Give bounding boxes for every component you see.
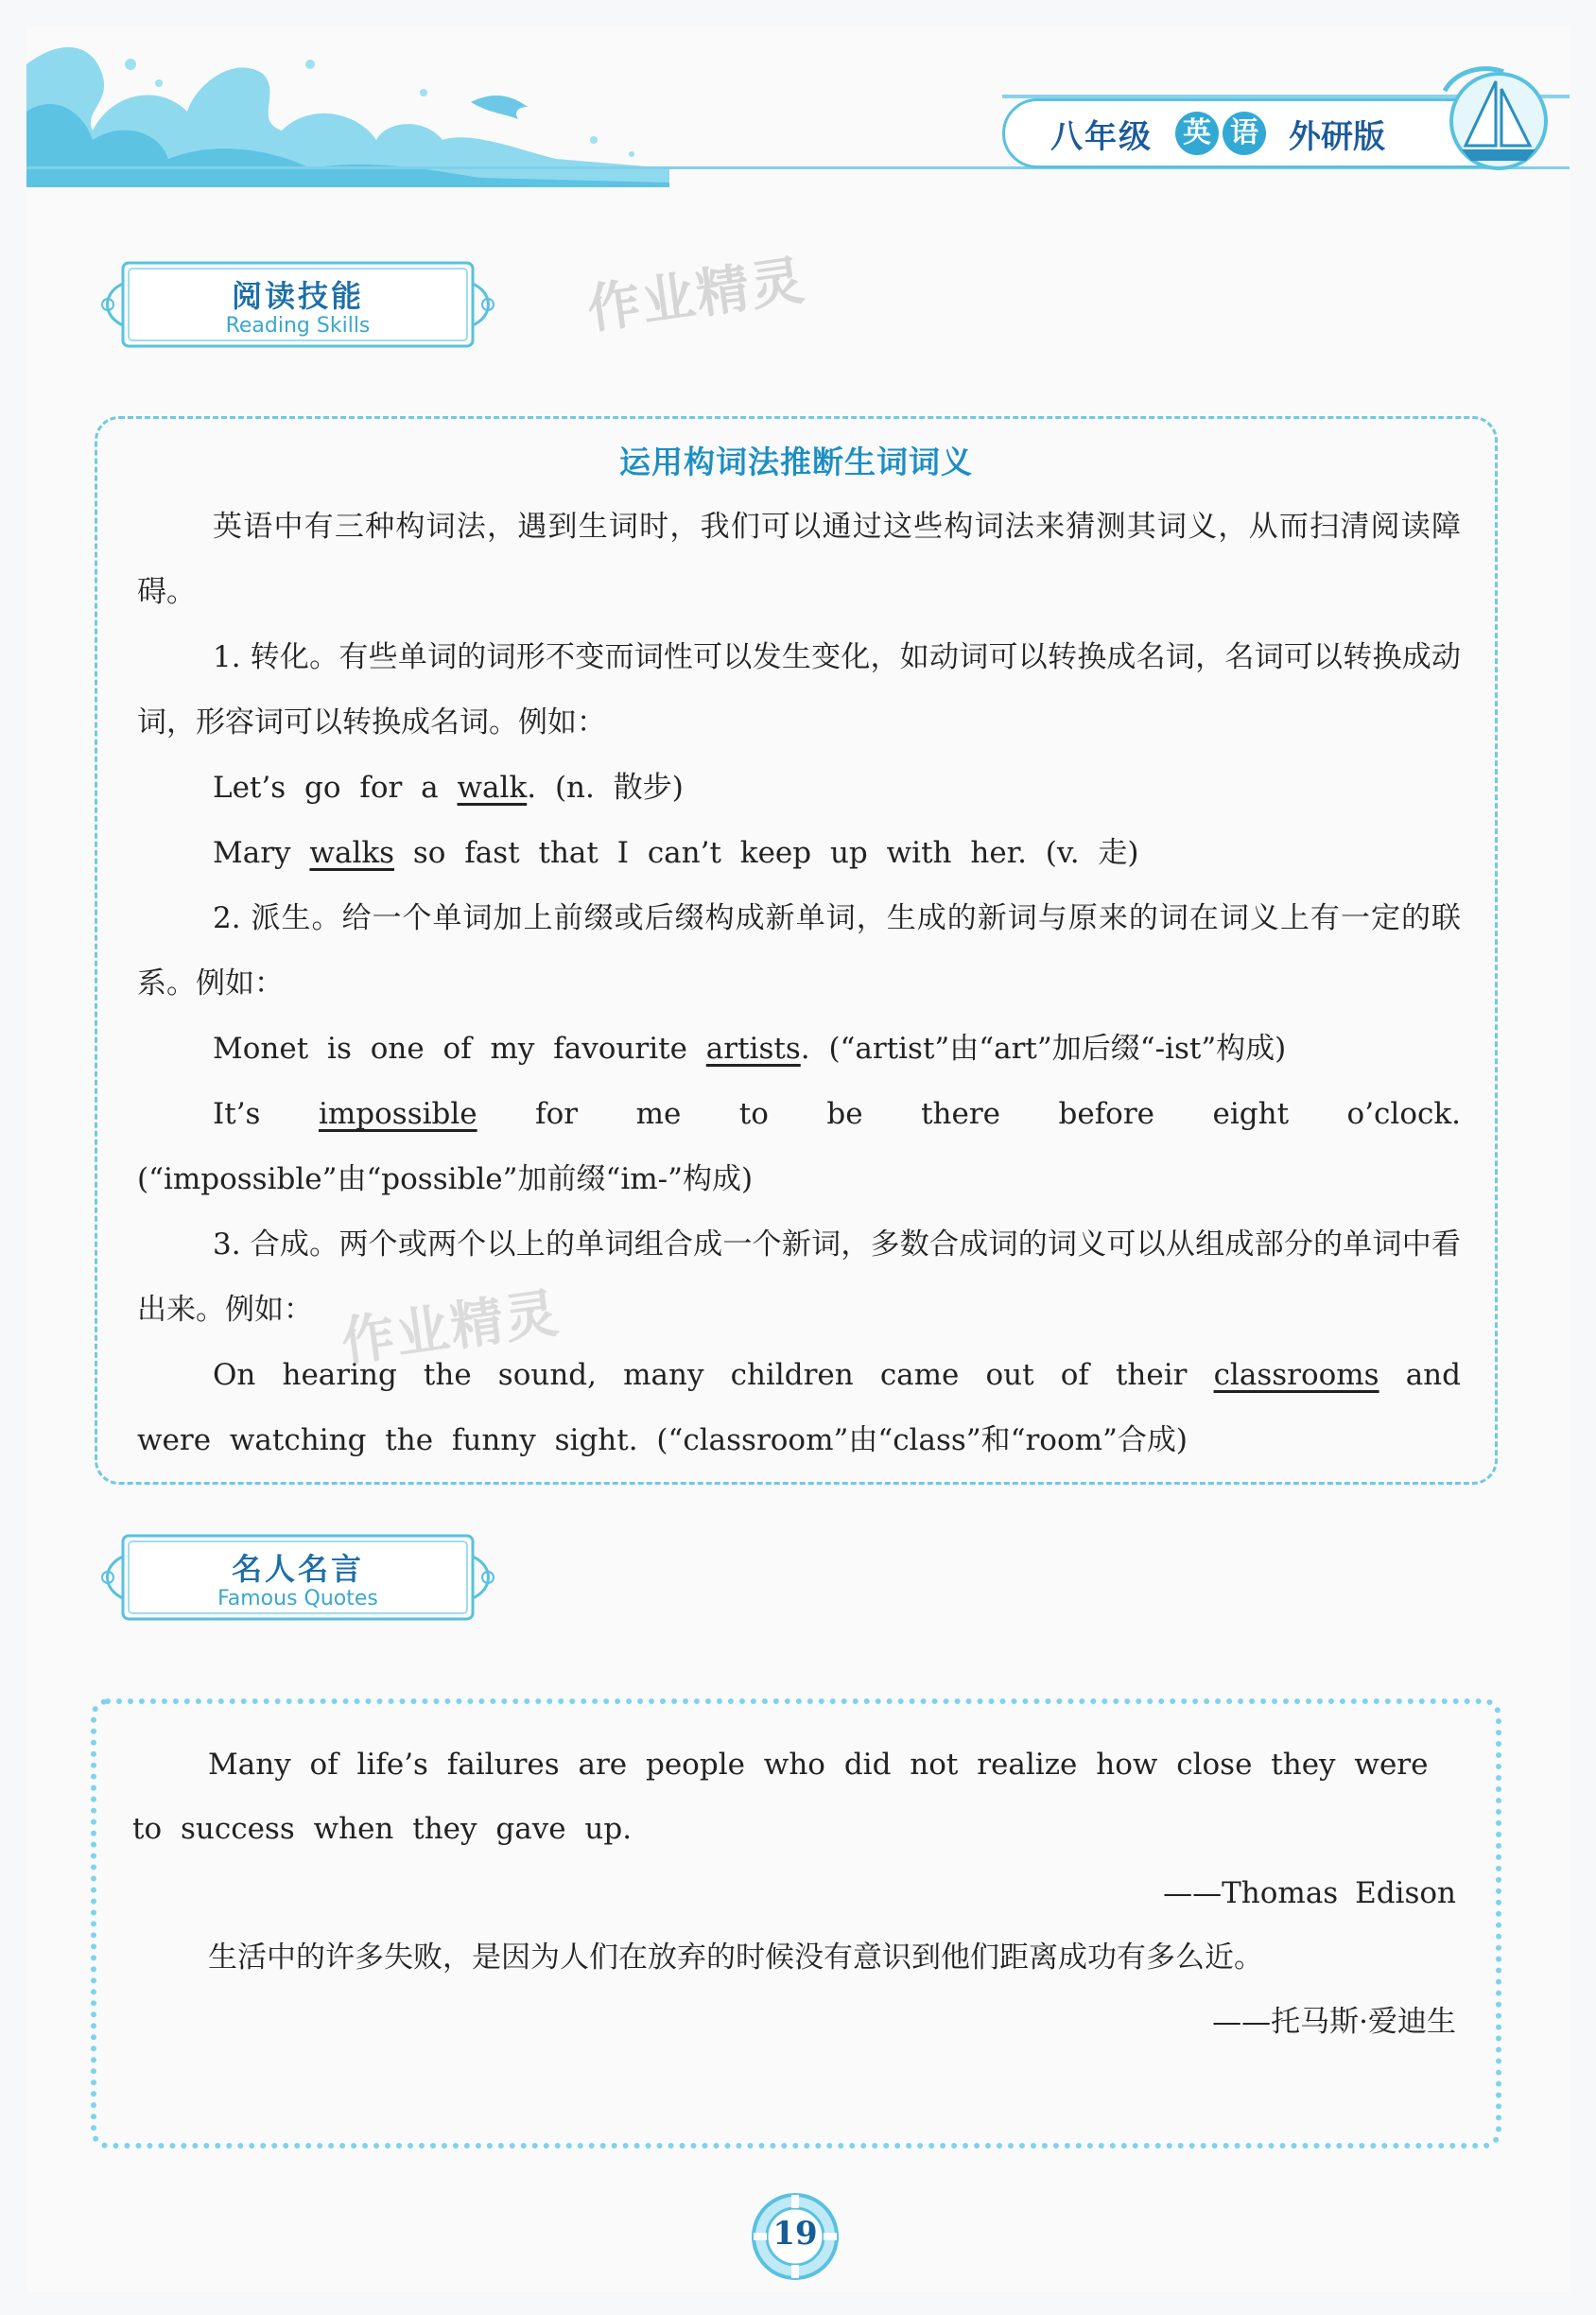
item-derivation: 2. 派生。给一个单词加上前缀或后缀构成新单词，生成的新词与原来的词在词义上有一定的联系。例如： xyxy=(137,901,1461,1001)
example-text: . (“artist”由“art”加后缀“-ist”构成) xyxy=(800,1032,1287,1066)
example-text: and were watching the funny sight. (“classroom”由“class”和“room”合成) xyxy=(137,1358,1461,1457)
reading-content xyxy=(137,495,1461,1473)
item-compounding: 3. 合成。两个或两个以上的单词组合成一个新词，多数合成词的词义可以从组成部分的单词中看出来。例如： xyxy=(137,1227,1461,1327)
example-text: so fast that I can’t keep up with her. (v. 走) xyxy=(394,836,1139,870)
edition-label: 外研版 xyxy=(1289,117,1385,156)
subject-char-1: 英 xyxy=(1175,112,1219,155)
section-title-en: Famous Quotes xyxy=(217,1587,378,1610)
section-title-en: Reading Skills xyxy=(225,314,371,338)
subject-char-2: 语 xyxy=(1223,112,1266,155)
famous-quotes-label xyxy=(95,1528,501,1627)
watermark: 作业精灵 xyxy=(338,1282,564,1374)
quote-author-english: ——Thomas Edison xyxy=(1163,1876,1456,1910)
example-word: walk xyxy=(457,771,528,805)
example-4 xyxy=(137,1082,1461,1212)
page-number: 19 xyxy=(772,2215,818,2253)
famous-quotes-box xyxy=(91,1698,1501,2149)
sailboat-icon xyxy=(1437,62,1560,176)
example-word: walks xyxy=(309,836,395,870)
item-conversion: 1. 转化。有些单词的词形不变而词性可以发生变化，如动词可以转换成名词，名词可以转换成动词，形容词可以转换成名词。例如： xyxy=(137,640,1461,740)
grade-label: 八年级 xyxy=(1050,117,1153,156)
example-text: . (n. 散步) xyxy=(527,771,684,805)
example-1 xyxy=(137,756,1461,821)
quote-chinese: 生活中的许多失败，是因为人们在放弃的时候没有意识到他们距离成功有多么近。 xyxy=(208,1941,1263,1975)
reading-skills-box xyxy=(95,416,1498,1485)
watermark: 作业精灵 xyxy=(583,250,810,341)
example-word: artists xyxy=(705,1032,801,1066)
example-text: Monet is one of my favourite xyxy=(213,1032,706,1066)
example-text: for me to be there before eight o’clock. (“impossible”由“possible”加前缀“im-”构成) xyxy=(137,1097,1461,1196)
example-3 xyxy=(137,1017,1461,1082)
example-2 xyxy=(137,821,1461,886)
quote-author-chinese: ——托马斯·爱迪生 xyxy=(1212,2005,1456,2039)
quote-english: Many of life’s failures are people who did not realize how close they were to success when they gave up. xyxy=(132,1748,1429,1846)
example-text: Mary xyxy=(213,836,310,870)
example-text: Let’s go for a xyxy=(213,771,458,805)
example-text: On hearing the sound, many children came out of their xyxy=(213,1358,1214,1392)
quote-content xyxy=(132,1732,1456,2054)
intro-paragraph: 英语中有三种构词法，遇到生词时，我们可以通过这些构词法来猜测其词义，从而扫清阅读障碍。 xyxy=(137,510,1461,609)
example-5 xyxy=(137,1343,1461,1473)
example-text: It’s xyxy=(213,1097,319,1131)
subject-badge xyxy=(1173,112,1268,155)
example-word: impossible xyxy=(318,1097,477,1131)
section-title-cn: 名人名言 xyxy=(231,1551,364,1587)
example-word: classrooms xyxy=(1213,1358,1379,1392)
box-title: 运用构词法推断生词词义 xyxy=(619,444,973,480)
section-title-cn: 阅读技能 xyxy=(231,278,364,314)
reading-skills-label xyxy=(95,255,501,354)
wave-illustration xyxy=(26,26,669,187)
